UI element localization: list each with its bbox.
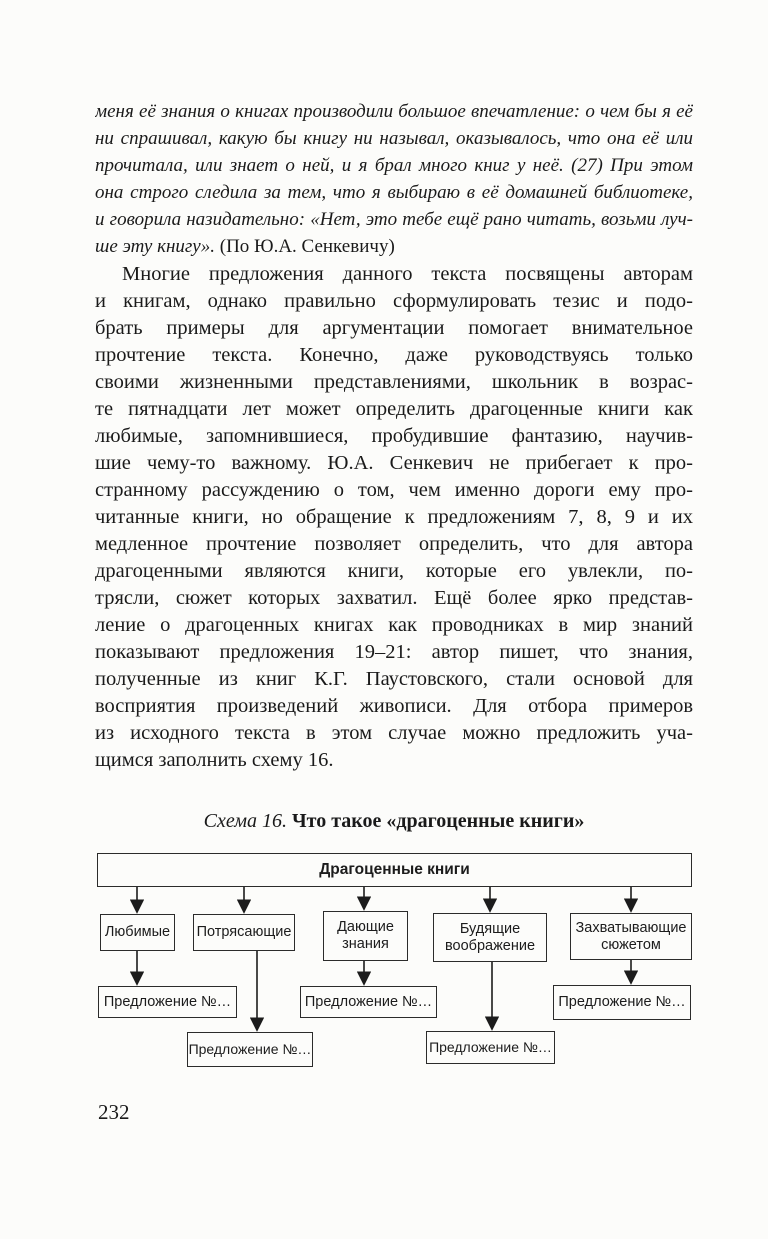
diagram-root-box: Драгоценные книги	[97, 853, 692, 887]
schema-caption	[95, 810, 693, 833]
paragraph-line: из исходного текста в этом случае можно предложить уча-	[95, 722, 693, 744]
paragraph-line: ление о драгоценных книгах как проводниках в мир знаний	[95, 614, 693, 636]
sentence-ref-box: Предложение №…	[187, 1032, 313, 1067]
paragraph-line: любимые, запомнившиеся, пробудившие фантазию, научив-	[95, 425, 693, 447]
paragraph-line: трясли, сюжет которых захватил. Ещё более ярко представ-	[95, 587, 693, 609]
paragraph-line: щимся заполнить схему 16.	[95, 749, 334, 771]
sentence-ref-box: Предложение №…	[553, 985, 691, 1020]
commentary-paragraph	[95, 261, 693, 774]
quote-line: и говорила назидательно: «Нет, это тебе ещё рано читать, возьми луч-	[95, 209, 693, 230]
diagram-connectors	[0, 845, 768, 1085]
paragraph-line: брать примеры для аргументации помогает внимательное	[95, 317, 693, 339]
paragraph-line: полученные из книг К.Г. Паустовского, стали основой для	[95, 668, 693, 690]
paragraph-line: драгоценными являются книги, которые его увлекли, по-	[95, 560, 693, 582]
quote-line	[95, 233, 693, 260]
paragraph-line: показывают предложения 19–21: автор пишет, что знания,	[95, 641, 693, 663]
quote-line: ни спрашивал, какую бы книгу ни называл, оказывалось, что она её или	[95, 128, 693, 149]
paragraph-line: Многие предложения данного текста посвящены авторам	[122, 263, 693, 285]
sentence-ref-box: Предложение №…	[98, 986, 237, 1018]
quote-line: меня её знания о книгах производили большое впечатление: о чем бы я её	[95, 101, 693, 122]
page-number: 232	[98, 1100, 130, 1124]
paragraph-line: и книгам, однако правильно сформулировать тезис и подо-	[95, 290, 693, 312]
source-quote	[95, 98, 693, 260]
paragraph-line: восприятия произведений живописи. Для отбора примеров	[95, 695, 693, 717]
paragraph-line: те пятнадцати лет может определить драгоценные книги как	[95, 398, 693, 420]
schema-caption-number: Схема 16.	[203, 810, 287, 832]
paragraph-line: медленное прочтение позволяет определить, что для автора	[95, 533, 693, 555]
diagram-category-box-stunning: Потрясающие	[193, 914, 295, 951]
quote-line: она строго следила за тем, что я выбираю в её домашней библиотеке,	[95, 182, 693, 203]
paragraph-line: прочтение текста. Конечно, даже руководствуясь только	[95, 344, 693, 366]
paragraph-line: читанные книги, но обращение к предложениям 7, 8, 9 и их	[95, 506, 693, 528]
paragraph-line: странному рассуждению о том, чем именно дороги ему про-	[95, 479, 693, 501]
quote-line: прочитала, или знает о ней, и я брал много книг у неё. (27) При этом	[95, 155, 693, 176]
paragraph-line: шие чему-то важному. Ю.А. Сенкевич не прибегает к про-	[95, 452, 693, 474]
paragraph-line: своими жизненными представлениями, школьник в возрас-	[95, 371, 693, 393]
schema-caption-title: Что такое «драгоценные книги»	[291, 810, 585, 832]
quote-attribution: (По Ю.А. Сенкевичу)	[215, 236, 395, 257]
diagram-category-box-plot: Захватывающие сюжетом	[570, 913, 692, 960]
sentence-ref-box: Предложение №…	[300, 986, 437, 1018]
diagram-category-box-imagination: Будящие воображение	[433, 913, 547, 962]
sentence-ref-box: Предложение №…	[426, 1031, 555, 1064]
diagram-category-box-loved: Любимые	[100, 914, 175, 951]
quote-line-end: ше эту книгу».	[95, 236, 215, 257]
diagram-category-box-knowledge: Дающие знания	[323, 911, 408, 961]
